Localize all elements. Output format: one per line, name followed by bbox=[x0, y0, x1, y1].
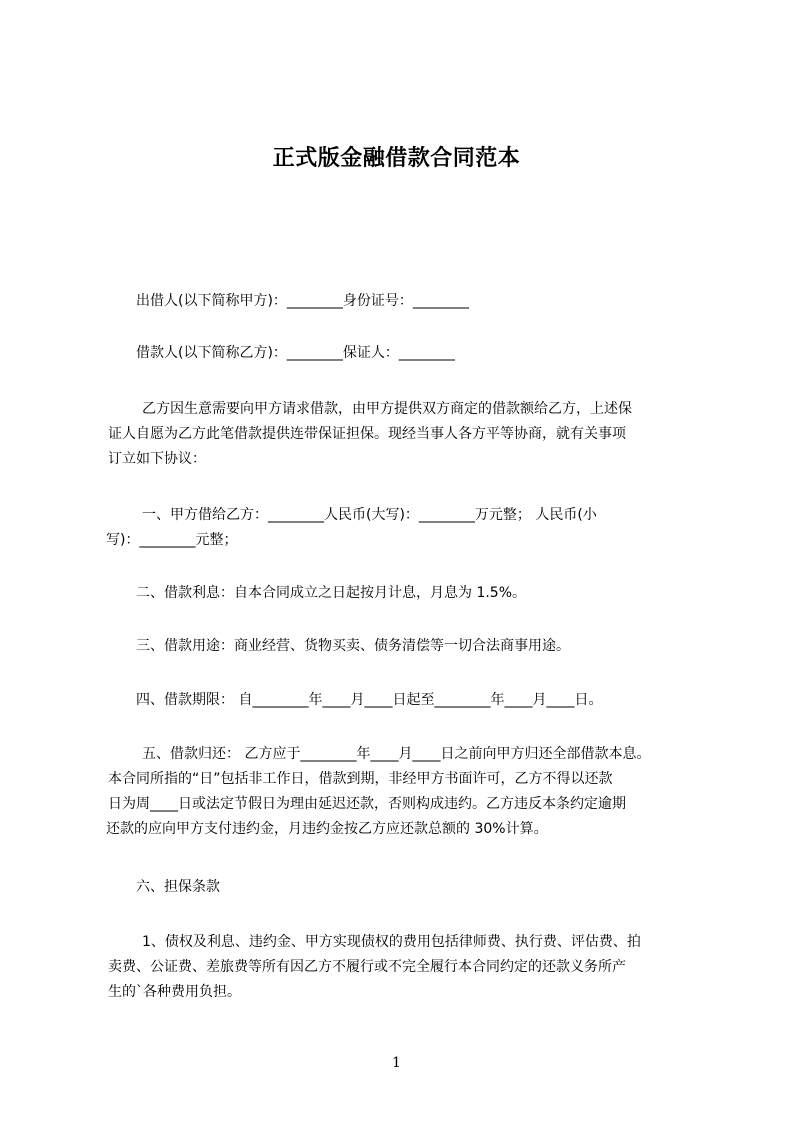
clause-4: 四、借款期限： 自________年____月____日起至________年____月____日。 bbox=[136, 692, 603, 708]
clause-5-line: 还款的应向甲方支付违约金，月违约金按乙方应还款总额的 30%计算。 bbox=[106, 821, 548, 837]
borrower-line: 借款人(以下简称乙方)：________保证人：________ bbox=[136, 345, 455, 361]
intro-line: 证人自愿为乙方此笔借款提供连带保证担保。现经当事人各方平等协商，就有关事项 bbox=[108, 426, 626, 442]
intro-line: 订立如下协议： bbox=[108, 451, 206, 467]
intro-line: 乙方因生意需要向甲方请求借款，由甲方提供双方商定的借款额给乙方，上述保 bbox=[142, 401, 632, 417]
clause-5-line: 本合同所指的“日”包括非工作日，借款到期，非经甲方书面许可，乙方不得以还款 bbox=[108, 771, 613, 787]
clause-2: 二、借款利息：自本合同成立之日起按月计息，月息为 1.5%。 bbox=[136, 585, 527, 601]
clause-1-line: 写)：________元整； bbox=[106, 532, 238, 548]
page-number: 1 bbox=[392, 1055, 401, 1071]
intro-paragraph bbox=[106, 397, 706, 472]
clause-5-line: 五、借款归还： 乙方应于________年____月____日之前向甲方归还全部借款本息。 bbox=[142, 746, 651, 762]
clause-1 bbox=[106, 503, 706, 553]
document-title: 正式版金融借款合同范本 bbox=[272, 146, 521, 171]
clause-6-item-1-line: 生的`各种费用负担。 bbox=[108, 984, 241, 1000]
lender-line: 出借人(以下简称甲方)：________身份证号：________ bbox=[136, 293, 469, 309]
clause-6-item-1-line: 1、债权及利息、违约金、甲方实现债权的费用包括律师费、执行费、评估费、拍 bbox=[142, 934, 641, 950]
clause-6-heading: 六、担保条款 bbox=[136, 879, 220, 895]
clause-5-line: 日为周____日或法定节假日为理由延迟还款，否则构成违约。乙方违反本条约定逾期 bbox=[108, 796, 626, 812]
clause-6-item-1-line: 卖费、公证费、差旅费等所有因乙方不履行或不完全履行本合同约定的还款义务所产 bbox=[108, 959, 626, 975]
clause-6-item-1 bbox=[106, 930, 706, 1005]
clause-1-line: 一、甲方借给乙方：________人民币(大写)：________万元整； 人民币(小 bbox=[142, 507, 597, 523]
clause-3: 三、借款用途：商业经营、货物买卖、债务清偿等一切合法商事用途。 bbox=[136, 638, 570, 654]
clause-5 bbox=[106, 742, 706, 842]
